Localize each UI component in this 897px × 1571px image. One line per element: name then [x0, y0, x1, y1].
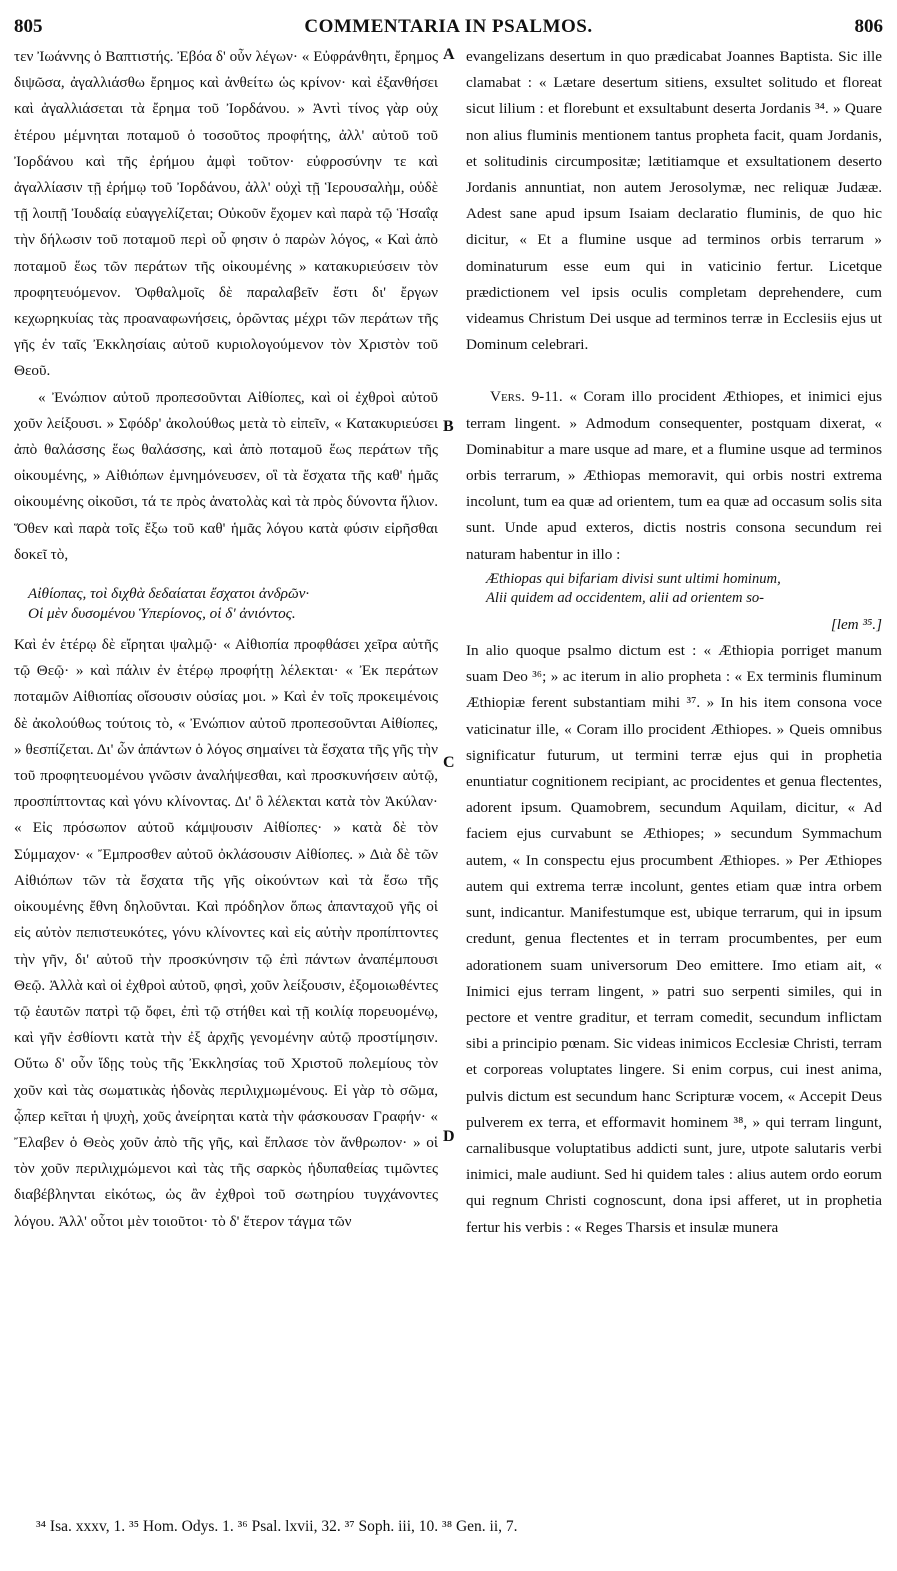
margin-marker-c: C	[443, 754, 455, 771]
latin-paragraph-2	[466, 384, 882, 567]
greek-verse-line-2: Οἱ μὲν δυσομένου Ὑπερίονος, οἱ δ' ἀνιόντος.	[28, 605, 296, 623]
greek-paragraph-3: Καὶ ἐν ἑτέρῳ δὲ εἴρηται ψαλμῷ· « Αἰθιοπία προφθάσει χεῖρα αὐτῆς τῷ Θεῷ· » καὶ πάλιν ἐν ἑτέρῳ προφήτῃ λέλεκται· « Ἐκ περάτων ποταμῶν Αἰθιοπίας οἴσουσιν οὐσίας μοι. » Καὶ ἐν τοῖς προκειμένοις δὲ ἀκολούθως τούτοις τὸ, « Ἐνώπιον αὐτοῦ προπεσοῦνται Αἰθίοπες, » θεσπίζεται. Δι' ὧν ἁπάντων ὁ λόγος σημαίνει τὰ ἔσχατα τῆς γῆς τὴν τοῦ προφητευομένου γνῶσιν ἀναλήψεσθαι, καὶ προσκυνήσειν αὐτῷ, προσπίπτοντας καὶ γόνυ κλίνοντας. Δι' ὃ λέλεκται κατὰ τὸν Ἀκύλαν· « Εἰς πρόσωπον αὐτοῦ κάμψουσιν Αἰθίοπες· » κατὰ δὲ τὸν Σύμμαχον· « Ἔμπροσθεν αὐτοῦ ὀκλάσουσιν Αἰθίοπες. » Διὰ δὲ τῶν Αἰθιόπων τῶν τὰ ἔσχατα τῆς γῆς οἰκούντων καὶ τὰ ἔσω τῆς οἰκουμένης ἔθνη δηλοῦνται. Καὶ πρόδηλον ὅπως ἁπανταχοῦ γῆς οἱ εἰς αὐτὸν πεπιστευκότες, γόνυ κλίνοντες καὶ εἰς αὐτὴν προπίπτοντες τὴν γῆν, δι' αὐτοῦ τὴν προσκύνησιν τῷ ἐπὶ πάντων ἀναπέμπουσι Θεῷ. Ἀλλὰ καὶ οἱ ἐχθροὶ αὐτοῦ, φησὶ, χοῦν λείξουσιν, ἐξομοιωθέντες τῷ ἑαυτῶν πατρὶ τῷ ὄφει, ἐπὶ τῷ στήθει καὶ τῇ κοιλίᾳ πορευομένῳ, καὶ γῆν ἐσθίοντι κατὰ τὴν ἐξ ἀρχῆς γενομένην αὐτῷ προστίμησιν. Οὕτω δ' οὖν ἴδῃς τοὺς τῆς Ἐκκλησίας τοῦ Χριστοῦ πολεμίους τὸν χοῦν καὶ τὰς σωματικὰς ἡδονὰς περιλιχμωμένους. Εἰ γὰρ τὸ σῶμα, ᾧπερ κεῖται ἡ ψυχὴ, χοῦς ἀνείρηται κατὰ τὴν φάσκουσαν Γραφήν· « Ἔλαβεν ὁ Θεὸς χοῦν ἀπὸ τῆς γῆς, καὶ ἔπλασε τὸν ἄνθρωπον· » οἱ τὸν χοῦν περιλιχμώμενοι καὶ τὰς τῆς σαρκὸς ἡδυπαθείας τιμῶντες διαβέβληνται εἰκότως, ὡς ἂν ἐχθροὶ τοῦ σωτηρίου τυγχάνοντες λόγου. Ἀλλ' οὗτοι μὲν τοιοῦτοι· τὸ δ' ἕτερον τάγμα τῶν	[14, 636, 438, 1230]
margin-marker-a: A	[443, 46, 455, 63]
latin-verse-line-1: Æthiopas qui bifariam divisi sunt ultimi hominum,	[486, 570, 781, 587]
latin-verse-line-2: Alii quidem ad occidentem, alii ad orientem so-	[486, 589, 765, 606]
footnotes: ³⁴ Isa. xxxv, 1. ³⁵ Hom. Odys. 1. ³⁶ Psal. lxvii, 32. ³⁷ Soph. iii, 10. ³⁸ Gen. ii, 7.	[36, 1518, 518, 1535]
latin-column	[466, 44, 882, 1241]
running-title: COMMENTARIA IN PSALMOS.	[304, 16, 593, 37]
greek-paragraph-1: τεν Ἰωάννης ὁ Βαπτιστής. Ἐβόα δ' οὖν λέγων· « Εὐφράνθητι, ἔρημος διψῶσα, ἀγαλλιάσθω ἔρημος καὶ ἀνθείτω ὡς κρίνον· καὶ ἐξανθήσει καὶ ἀγαλλιάσεται τὰ ἔρημα τοῦ Ἰορδάνου. » Ἀντὶ τίνος γὰρ οὐχ ἑτέρου μέμνηται ποταμοῦ ὁ τοσοῦτος προφήτης, ἀλλ' αὐτοῦ τοῦ Ἰορδάνου καὶ τῆς ἐρήμου ἀμφὶ τοῦτον· εὐφροσύνην τε καὶ ἀγαλλίασιν τῇ ἐρήμῳ τοῦ Ἰορδάνου, ἀλλ' οὐχὶ τῇ Ἱερουσαλὴμ, οὐδὲ τῇ λοιπῇ Ἰουδαίᾳ εὐαγγελίζεται; Οὐκοῦν ἔχομεν καὶ παρὰ τῷ Ἡσαΐᾳ τὴν δήλωσιν τοῦ ποταμοῦ περὶ οὗ φησιν ὁ παρὼν λόγος, « Καὶ ἀπὸ ποταμοῦ ἕως τῶν περάτων τῆς οἰκουμένης » κατακυριεύσειν τὸν προφητευόμενον. Ὀφθαλμοῖς δὲ παραλαβεῖν ἔστι δι' ἔργων κεχωρηκυίας τὰς προαναφωνήσεις, ὁρῶντας μέχρι τῶν περάτων τῆς γῆς ἐν ταῖς Ἐκκλησίαις αὐτοῦ κυριολογούμενον τὸν Χριστὸν τοῦ Θεοῦ.	[14, 48, 438, 380]
verse-label: Vers. 9-11.	[490, 388, 563, 406]
margin-marker-d: D	[443, 1128, 455, 1145]
greek-verse-line-1: Αἰθίοπας, τοὶ διχθὰ δεδαίαται ἔσχατοι ἀνδρῶν·	[28, 585, 310, 603]
greek-column	[14, 44, 438, 1235]
page-number-right: 806	[854, 16, 883, 37]
latin-paragraph-2-text: « Coram illo procident Æthiopes, et inimici ejus terram lingent. » Admodum consequenter, postquam dixerat, « Dominabitur a mare usque ad mare, et a flumine usque ad terminos orbis terrarum, » Æthiopas memoravit, qui orbis nostri extrema incolunt, tum ea quæ ad orientem, tum ea quæ ad occasum solis sita sunt. Unde apud exteros, dictis nostris consona secundum rei naturam habentur in illo :	[466, 388, 882, 563]
latin-paragraph-3: In alio quoque psalmo dictum est : « Æthiopia porriget manum suam Deo ³⁶; » ac iterum in alio propheta : « Ex terminis fluminum Æthiopiæ ferent substantiam mihi ³⁷. » In his item consona voce vaticinatur ille, « Coram illo procident Æthiopes. » Queis omnibus significatur futurum, ut termini terræ ejus qui in prophetia enuntiatur cognitionem recipiant, ac procidentes et genua flectentes, adorent ipsum. Quamobrem, secundum Aquilam, dicitur, « Ad faciem ejus curvabunt se Æthiopes; » secundum Symmachum autem, « In conspectu ejus procumbent Æthiopes. » Per Æthiopes autem qui extrema terræ incolunt, gentes etiam quæ intra orbem sunt, indicantur. Manifestumque est, ubique terrarum, qui in ipsum credunt, genua flectentes et in terram procumbentes, per eum adorationem suam universorum Deo emittere. Imo etiam ait, « Inimici ejus terram lingent, » patri suo serpenti similes, qui in pectore et ventre graditur, et terram comedit, secundum inflictam sibi a principio pœnam. Sic videas inimicos Ecclesiæ Christi, terram et corporeas voluptates lingere. Si enim corpus, cui inest anima, pulvis dictum est secundum hanc Scripturæ vocem, « Accepit Deus pulverem ex terra, et efformavit hominem ³⁸, » qui terram lingunt, carnalibusque voluptatibus addicti sunt, jure, utpote salutaris verbi inimici, male audiunt. Sed hi quidem tales : alius autem ordo eorum qui regnum Christi cognoscunt, dona ipsi afferet, ut in prophetia fertur his verbis : « Reges Tharsis et insulæ munera	[466, 642, 882, 1236]
greek-paragraph-2: « Ἐνώπιον αὐτοῦ προπεσοῦνται Αἰθίοπες, καὶ οἱ ἐχθροὶ αὐτοῦ χοῦν λείξουσι. » Σφόδρ' ἀκολούθως μετὰ τὸ εἰπεῖν, « Κατακυριεύσει ἀπὸ θαλάσσης ἕως θαλάσσης, καὶ ἀπὸ ποταμοῦ ἕως περάτων τῆς οἰκουμένης, » Αἰθιόπων ἐμνημόνευσεν, οἳ τὰ ἔσχατα τῆς καθ' ἡμᾶς οἰκουμένης οἰκοῦσι, τά τε πρὸς ἀνατολὰς καὶ τὰ πρὸς δύνοντα ἥλιον. Ὅθεν καὶ παρὰ τοῖς ἔξω τοῦ καθ' ἡμᾶς λόγου κατὰ φύσιν εἰρῆσθαι δοκεῖ τὸ,	[14, 388, 438, 563]
spacer	[14, 568, 438, 580]
margin-marker-b: B	[443, 418, 454, 435]
latin-verse-ref: [lem ³⁵.]	[830, 615, 882, 633]
page-number-left: 805	[14, 16, 43, 37]
latin-paragraph-1: evangelizans desertum in quo prædicabat Joannes Baptista. Sic ille clamabat : « Lætare desertum sitiens, exsultet solitudo et floreat sicut lilium : et florebunt et exsultabunt deserta Jordanis ³⁴. » Quare non alius fluminis mentionem tantus propheta facit, quam Jordanis, et solitudinis circumpositæ; lætitiamque et exsultationem deserto Jordanis annuntiat, non autem Jerosolymæ, nec reliquæ Judææ. Adest sane apud ipsum Isaiam declaratio fluminis, de quo hic dicitur, « Et a flumine usque ad terminos orbis terrarum » dominaturum esse eum qui in vaticinio fertur. Licetque prædictionem vel ipsis oculis completam deprehendere, cum videamus Christum Dei usque ad terminos terræ in Ecclesiis ejus ut Dominum celebrari.	[466, 48, 882, 354]
page-header	[14, 16, 883, 44]
latin-verse	[466, 570, 882, 608]
spacer	[466, 358, 882, 384]
greek-verse	[14, 584, 438, 624]
